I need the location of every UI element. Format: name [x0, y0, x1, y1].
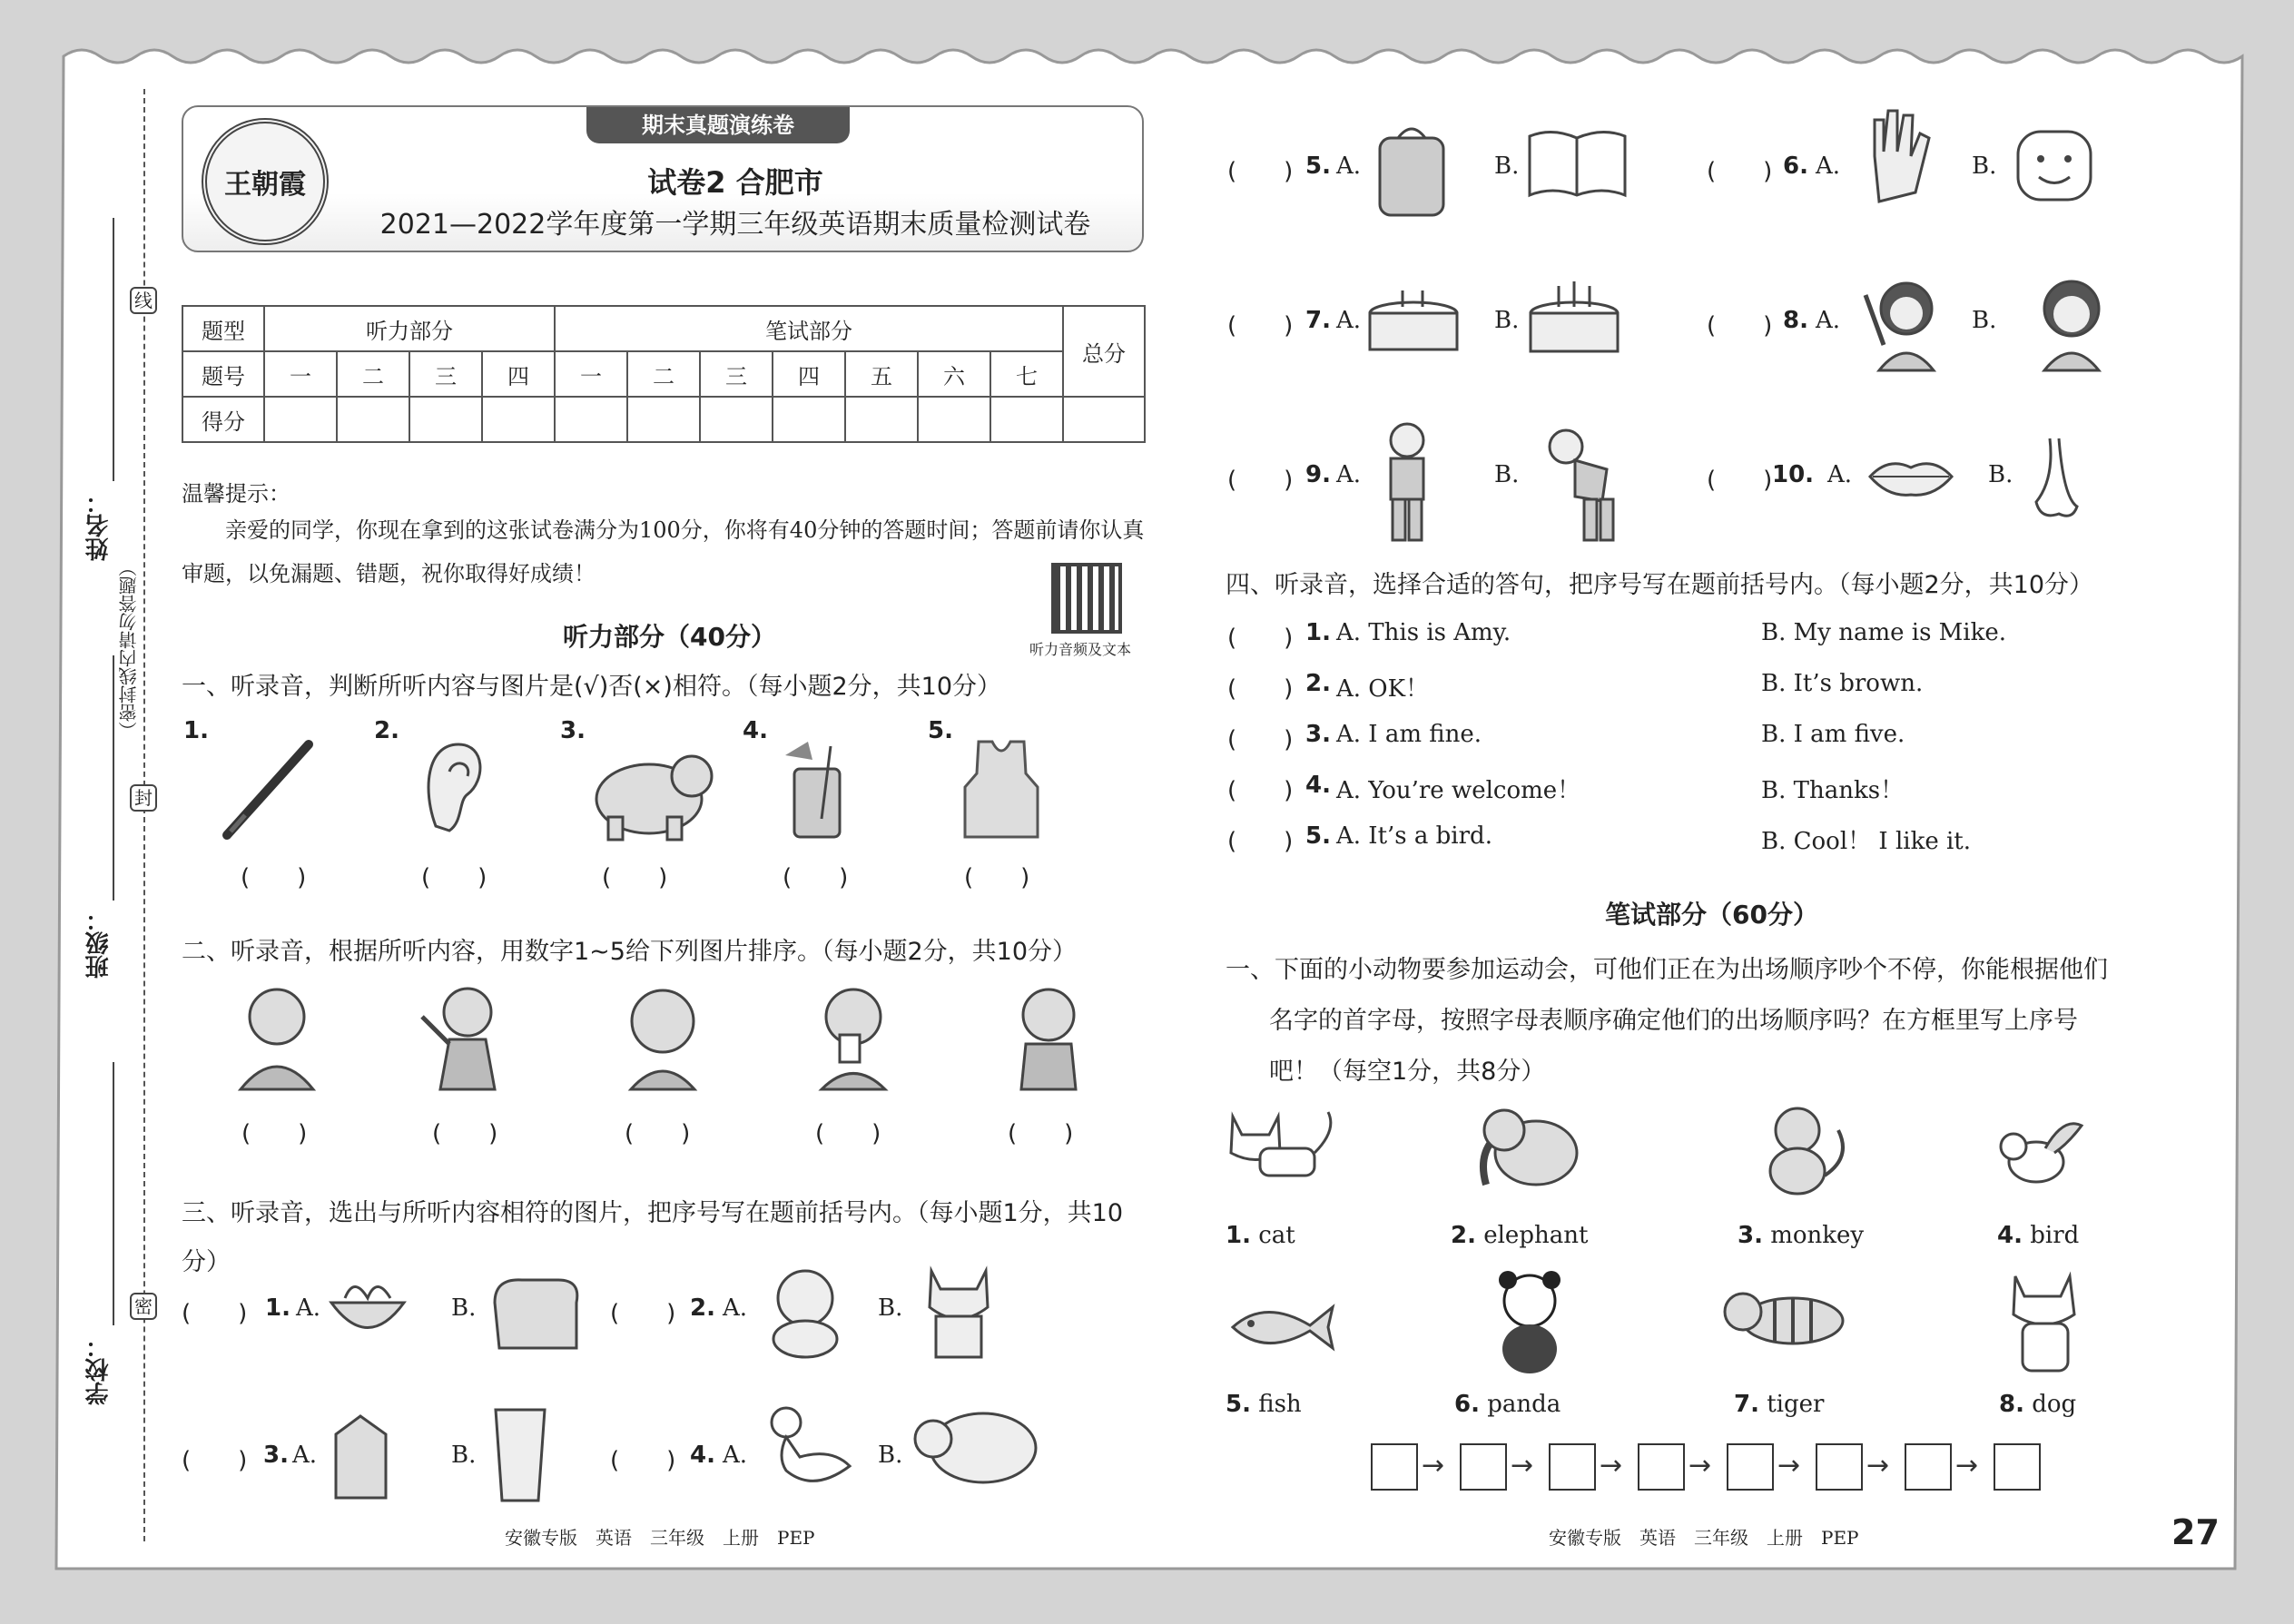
q1-num-4: 4.	[743, 717, 768, 744]
nose-image	[2023, 434, 2086, 525]
animal-fish-image	[1224, 1298, 1337, 1357]
animal-num: 3.	[1738, 1222, 1763, 1249]
q3-opt-a-3: A.	[292, 1442, 318, 1469]
q3-opt-b-6: B.	[1972, 153, 1997, 180]
score-cell[interactable]	[337, 397, 409, 442]
child-drinking-image	[799, 980, 908, 1094]
seal-note: （密封线内请勿答题）	[118, 558, 140, 740]
qr-code	[1051, 563, 1122, 634]
face-image	[2013, 127, 2095, 204]
boy-bending-image	[1539, 419, 1629, 542]
animal-num: 7.	[1734, 1391, 1759, 1418]
score-cell-total[interactable]	[1063, 397, 1145, 442]
q4-bracket-4[interactable]: ( )	[1227, 777, 1294, 804]
q3-bracket-7[interactable]: ( )	[1227, 312, 1294, 340]
q1-answer-1[interactable]: ( )	[241, 864, 307, 891]
order-box-5[interactable]	[1727, 1443, 1774, 1491]
q3-bracket-6[interactable]: ( )	[1707, 158, 1773, 185]
score-cell[interactable]	[264, 397, 337, 442]
school-field[interactable]	[113, 1062, 114, 1325]
animal-word: dog	[2032, 1391, 2077, 1418]
q3-opt-a-1: A.	[296, 1294, 321, 1322]
score-header-total: 总分	[1063, 306, 1145, 397]
q3-opt-b-1: B.	[451, 1294, 477, 1322]
q3-opt-b-8: B.	[1972, 307, 1997, 334]
publisher-logo	[202, 118, 329, 245]
animal-elephant-image	[1472, 1098, 1581, 1198]
q3-opt-a-6: A.	[1816, 153, 1841, 180]
dog-image	[755, 1262, 855, 1362]
child-girl-image	[608, 980, 717, 1094]
name-field[interactable]	[113, 218, 114, 481]
arrow-icon: →	[1955, 1450, 1979, 1481]
q3-bracket-1[interactable]: ( )	[182, 1300, 248, 1327]
q2-answer-2[interactable]: ( )	[432, 1120, 498, 1147]
arrow-icon: →	[1866, 1450, 1890, 1481]
animal-label-5	[1226, 1391, 1302, 1418]
q4-bracket-1[interactable]: ( )	[1227, 625, 1294, 652]
child-coughing-image	[218, 980, 336, 1094]
animal-word: fish	[1258, 1391, 1302, 1418]
boy-standing-image	[1371, 418, 1443, 545]
q3-opt-a-7: A.	[1336, 307, 1362, 334]
order-box-1[interactable]	[1371, 1443, 1418, 1491]
arrow-icon: →	[1511, 1450, 1534, 1481]
score-col: 四	[482, 351, 555, 397]
q4-num-1: 1.	[1305, 619, 1331, 646]
mouth-image	[1866, 454, 1956, 499]
q3-bracket-8[interactable]: ( )	[1707, 312, 1773, 340]
animal-label-6	[1454, 1391, 1561, 1418]
paper-subtitle: 2021—2022学年度第一学期三年级英语期末质量检测试卷	[379, 209, 1091, 241]
score-cell[interactable]	[700, 397, 773, 442]
order-box-7[interactable]	[1905, 1443, 1952, 1491]
noodles-image	[327, 1266, 409, 1348]
arrow-icon: →	[1422, 1450, 1445, 1481]
vest-image	[960, 737, 1042, 844]
q3-opt-b-4: B.	[878, 1442, 903, 1469]
q3-opt-b-3: B.	[451, 1442, 477, 1469]
seal-mark-line: 线	[130, 287, 157, 314]
seal-mark-secret: 密	[130, 1293, 157, 1320]
score-cell[interactable]	[555, 397, 627, 442]
name-label: 姓名：	[85, 490, 113, 561]
q3-bracket-10[interactable]: ( )	[1707, 467, 1773, 494]
tips-title: 温馨提示：	[182, 481, 290, 507]
q2-answer-5[interactable]: ( )	[1008, 1120, 1074, 1147]
q4-opt-a-4: A. You’re welcome！	[1336, 777, 1581, 804]
q3-opt-a-5: A.	[1336, 153, 1362, 180]
seal-mark-seal: 封	[130, 784, 157, 812]
score-col: 三	[409, 351, 482, 397]
paper-title: 试卷2 合肥市	[647, 165, 823, 200]
q3-num-6: 6.	[1783, 153, 1808, 180]
animal-num: 1.	[1226, 1222, 1251, 1249]
score-col: 七	[990, 351, 1063, 397]
writing-q1-line1: 一、下面的小动物要参加运动会，可他们正在为出场顺序吵个不停，你能根据他们	[1226, 956, 2108, 984]
arrow-icon: →	[1600, 1450, 1623, 1481]
q2-answer-1[interactable]: ( )	[241, 1120, 308, 1147]
juice-image	[781, 737, 862, 844]
q3-num-9: 9.	[1305, 461, 1331, 488]
animal-word: monkey	[1770, 1222, 1865, 1249]
listening-q1-title: 一、听录音，判断所听内容与图片是(√)否(×)相符。（每小题2分，共10分）	[182, 673, 1001, 701]
animal-tiger-image	[1720, 1275, 1856, 1366]
writing-heading: 笔试部分（60分）	[1605, 900, 1818, 930]
q4-opt-b-3: B. I am five.	[1761, 721, 1905, 748]
score-cell[interactable]	[845, 397, 918, 442]
score-col: 六	[918, 351, 990, 397]
animal-label-7	[1734, 1391, 1824, 1418]
order-box-3[interactable]	[1549, 1443, 1596, 1491]
q4-opt-a-3: A. I am fine.	[1336, 721, 1482, 748]
score-col: 二	[337, 351, 409, 397]
page-number: 27	[2171, 1512, 2220, 1552]
q3-num-5: 5.	[1305, 153, 1331, 180]
writing-q1-line2: 名字的首字母，按照字母表顺序确定他们的出场顺序吗？在方框里写上序号	[1269, 1007, 2078, 1035]
score-header-writing: 笔试部分	[555, 306, 1063, 351]
footer-right: 安徽专版 英语 三年级 上册 PEP	[1549, 1527, 1859, 1549]
cake-many-candles-image	[1527, 277, 1622, 359]
score-cell[interactable]	[990, 397, 1063, 442]
q3-opt-b-10: B.	[1988, 461, 2013, 488]
class-label: 班级：	[85, 908, 113, 979]
listening-heading: 听力部分（40分）	[563, 622, 776, 652]
listening-q4-title: 四、听录音，选择合适的答句，把序号写在题前括号内。（每小题2分，共10分）	[1226, 571, 2094, 599]
book-image	[1525, 127, 1629, 200]
q3-opt-b-2: B.	[878, 1294, 903, 1322]
animal-num: 4.	[1997, 1222, 2023, 1249]
q3-bracket-9[interactable]: ( )	[1227, 467, 1294, 494]
q1-num-1: 1.	[183, 717, 209, 744]
animal-panda-image	[1493, 1269, 1566, 1376]
animal-bird-image	[1995, 1112, 2086, 1194]
q4-bracket-3[interactable]: ( )	[1227, 726, 1294, 753]
bear-image	[590, 740, 717, 844]
q3-opt-a-9: A.	[1336, 461, 1362, 488]
q4-opt-b-5: B. Cool！ I like it.	[1761, 828, 1972, 855]
order-box-4[interactable]	[1638, 1443, 1685, 1491]
q2-answer-3[interactable]: ( )	[625, 1120, 691, 1147]
cake-two-candles-image	[1366, 281, 1462, 359]
q2-answer-4[interactable]: ( )	[815, 1120, 881, 1147]
school-label: 学校：	[85, 1334, 113, 1405]
q1-answer-5[interactable]: ( )	[964, 864, 1030, 891]
animal-cat-image	[1224, 1103, 1342, 1194]
score-cell[interactable]	[627, 397, 700, 442]
score-col: 四	[773, 351, 845, 397]
pig-image	[911, 1398, 1042, 1493]
q3-num-8: 8.	[1783, 307, 1808, 334]
arrow-icon: →	[1777, 1450, 1801, 1481]
arrow-icon: →	[1689, 1450, 1712, 1481]
score-col: 五	[845, 351, 918, 397]
score-col: 三	[700, 351, 773, 397]
q3-num-3: 3.	[263, 1442, 289, 1469]
animal-num: 8.	[1999, 1391, 2024, 1418]
q3-opt-a-2: A.	[723, 1294, 748, 1322]
q4-bracket-2[interactable]: ( )	[1227, 675, 1294, 703]
q4-opt-b-1: B. My name is Mike.	[1761, 619, 2007, 646]
milk-carton-image	[327, 1412, 395, 1502]
animal-num: 6.	[1454, 1391, 1480, 1418]
glass-of-water-image	[488, 1405, 552, 1505]
child-backpack-image	[999, 980, 1098, 1094]
q3-num-7: 7.	[1305, 307, 1331, 334]
writing-q1-line3: 吧！（每空1分，共8分）	[1269, 1058, 1546, 1086]
order-box-6[interactable]	[1816, 1443, 1863, 1491]
q3-bracket-2[interactable]: ( )	[610, 1300, 676, 1327]
score-cell[interactable]	[409, 397, 482, 442]
class-field[interactable]	[113, 655, 114, 901]
q4-num-3: 3.	[1305, 721, 1331, 748]
order-box-2[interactable]	[1460, 1443, 1507, 1491]
animal-word: panda	[1487, 1391, 1561, 1418]
duck-image	[759, 1403, 859, 1507]
q3-bracket-3[interactable]: ( )	[182, 1447, 248, 1474]
listening-q3-title: 三、听录音，选出与所听内容相符的图片，把序号写在题前括号内。（每小题1分，共10分）	[182, 1199, 1124, 1276]
score-col: 一	[555, 351, 627, 397]
q1-num-5: 5.	[928, 717, 953, 744]
q4-opt-b-2: B. It’s brown.	[1761, 670, 1924, 697]
q3-bracket-4[interactable]: ( )	[610, 1447, 676, 1474]
q3-opt-a-8: A.	[1816, 307, 1841, 334]
q3-opt-b-5: B.	[1494, 153, 1520, 180]
q3-num-4: 4.	[690, 1442, 715, 1469]
listening-q2-title: 二、听录音，根据所听内容，用数字1~5给下列图片排序。（每小题2分，共10分）	[182, 938, 1078, 966]
animal-label-3	[1738, 1222, 1864, 1249]
bread-image	[486, 1271, 586, 1353]
score-cell[interactable]	[918, 397, 990, 442]
q3-opt-b-7: B.	[1494, 307, 1520, 334]
score-row-number: 题号	[182, 351, 264, 397]
animal-word: bird	[2030, 1222, 2080, 1249]
q4-opt-a-5: A. It’s a bird.	[1336, 822, 1492, 850]
footer-left: 安徽专版 英语 三年级 上册 PEP	[505, 1527, 815, 1549]
q3-opt-a-4: A.	[723, 1442, 748, 1469]
q3-opt-b-9: B.	[1494, 461, 1520, 488]
pen-image	[218, 735, 318, 844]
q4-opt-b-4: B. Thanks！	[1761, 777, 1905, 804]
animal-label-1	[1226, 1222, 1295, 1249]
q1-answer-3[interactable]: ( )	[602, 864, 668, 891]
q4-opt-a-1: A. This is Amy.	[1336, 619, 1511, 646]
animal-word: cat	[1258, 1222, 1295, 1249]
q3-num-1: 1.	[265, 1294, 290, 1322]
q4-num-5: 5.	[1305, 822, 1331, 850]
q4-num-4: 4.	[1305, 772, 1331, 799]
tips-body: 亲爱的同学，你现在拿到的这张试卷满分为100分，你将有40分钟的答题时间；答题前请你认真审题，以免漏题、错题，祝你取得好成绩！	[182, 517, 1145, 586]
animal-word: tiger	[1767, 1391, 1825, 1418]
animal-label-2	[1451, 1222, 1588, 1249]
score-table	[182, 305, 1146, 443]
q1-answer-2[interactable]: ( )	[421, 864, 487, 891]
q3-bracket-5[interactable]: ( )	[1227, 158, 1294, 185]
q1-answer-4[interactable]: ( )	[783, 864, 849, 891]
q3-opt-a-10: A.	[1827, 461, 1853, 488]
order-box-8[interactable]	[1994, 1443, 2041, 1491]
logo-text: 王朝霞	[224, 169, 306, 201]
q3-num-10: 10.	[1772, 461, 1815, 488]
q4-bracket-5[interactable]: ( )	[1227, 828, 1294, 855]
schoolbag-image	[1371, 120, 1452, 220]
score-col: 一	[264, 351, 337, 397]
animal-num: 5.	[1226, 1391, 1251, 1418]
animal-monkey-image	[1752, 1103, 1852, 1198]
q1-num-2: 2.	[374, 717, 399, 744]
girl-waving-image	[1856, 272, 1947, 372]
score-header-type: 题型	[182, 306, 264, 351]
score-cell[interactable]	[773, 397, 845, 442]
qr-label: 听力音频及文本	[1029, 641, 1132, 658]
score-row-score: 得分	[182, 397, 264, 442]
animal-label-4	[1997, 1222, 2079, 1249]
girl-smiling-image	[2017, 271, 2117, 372]
ear-image	[418, 735, 490, 844]
animal-word: elephant	[1483, 1222, 1589, 1249]
score-header-listening: 听力部分	[264, 306, 555, 351]
cat-image	[913, 1262, 1004, 1362]
animal-dog-image	[1997, 1269, 2092, 1376]
q4-opt-a-2: A. OK！	[1336, 675, 1430, 703]
animal-label-8	[1999, 1391, 2076, 1418]
q3-num-2: 2.	[690, 1294, 715, 1322]
q4-num-2: 2.	[1305, 670, 1331, 697]
score-col: 二	[627, 351, 700, 397]
q1-num-3: 3.	[560, 717, 586, 744]
hand-image	[1861, 102, 1934, 220]
child-stretching-image	[409, 980, 527, 1094]
header-banner: 期末真题演练卷	[586, 107, 850, 143]
animal-num: 2.	[1451, 1222, 1476, 1249]
score-cell[interactable]	[482, 397, 555, 442]
